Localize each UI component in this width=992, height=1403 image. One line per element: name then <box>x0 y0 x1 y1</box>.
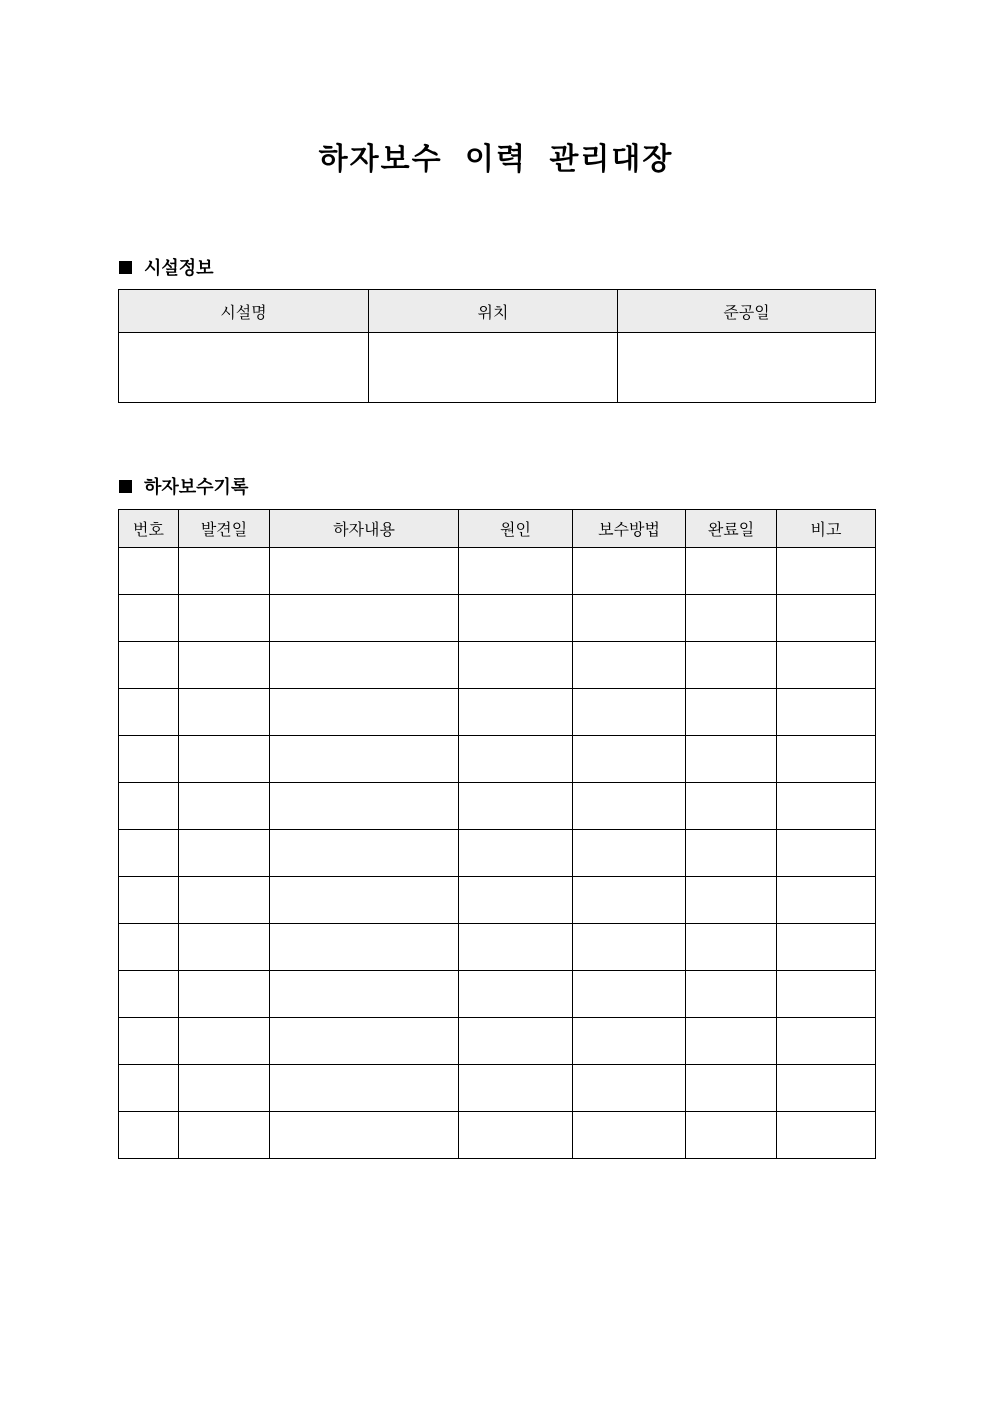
repair-found-date-cell[interactable] <box>179 689 270 736</box>
table-row <box>119 971 876 1018</box>
repair-defect-content-cell[interactable] <box>270 1065 459 1112</box>
repair-remarks-cell[interactable] <box>777 548 876 595</box>
repair-cause-cell[interactable] <box>459 1018 573 1065</box>
repair-found-date-cell[interactable] <box>179 1018 270 1065</box>
repair-remarks-cell[interactable] <box>777 924 876 971</box>
repair-cause-cell[interactable] <box>459 736 573 783</box>
repair-number-cell[interactable] <box>119 1065 179 1112</box>
repair-defect-content-cell[interactable] <box>270 1112 459 1159</box>
repair-col-number: 번호 <box>119 510 179 548</box>
repair-section-title: 하자보수기록 <box>144 477 249 498</box>
repair-cause-cell[interactable] <box>459 830 573 877</box>
repair-completion-date-cell[interactable] <box>686 548 777 595</box>
repair-repair-method-cell[interactable] <box>573 830 686 877</box>
repair-defect-content-cell[interactable] <box>270 877 459 924</box>
repair-repair-method-cell[interactable] <box>573 971 686 1018</box>
repair-repair-method-cell[interactable] <box>573 642 686 689</box>
repair-number-cell[interactable] <box>119 548 179 595</box>
repair-repair-method-cell[interactable] <box>573 1112 686 1159</box>
facility-section-heading <box>119 254 214 280</box>
square-bullet-icon <box>119 480 132 493</box>
repair-found-date-cell[interactable] <box>179 642 270 689</box>
repair-cause-cell[interactable] <box>459 877 573 924</box>
repair-defect-content-cell[interactable] <box>270 736 459 783</box>
repair-defect-content-cell[interactable] <box>270 689 459 736</box>
repair-found-date-cell[interactable] <box>179 595 270 642</box>
repair-completion-date-cell[interactable] <box>686 830 777 877</box>
facility-completion-date-cell[interactable] <box>618 333 876 403</box>
repair-completion-date-cell[interactable] <box>686 971 777 1018</box>
table-row <box>119 924 876 971</box>
repair-found-date-cell[interactable] <box>179 924 270 971</box>
repair-cause-cell[interactable] <box>459 689 573 736</box>
facility-col-completion-date: 준공일 <box>618 290 876 333</box>
repair-number-cell[interactable] <box>119 642 179 689</box>
table-row <box>119 595 876 642</box>
table-row <box>119 736 876 783</box>
repair-completion-date-cell[interactable] <box>686 736 777 783</box>
table-row <box>119 877 876 924</box>
repair-completion-date-cell[interactable] <box>686 1112 777 1159</box>
repair-col-defect-content: 하자내용 <box>270 510 459 548</box>
repair-cause-cell[interactable] <box>459 1065 573 1112</box>
repair-found-date-cell[interactable] <box>179 783 270 830</box>
repair-remarks-cell[interactable] <box>777 595 876 642</box>
repair-cause-cell[interactable] <box>459 924 573 971</box>
repair-completion-date-cell[interactable] <box>686 689 777 736</box>
repair-remarks-cell[interactable] <box>777 1018 876 1065</box>
repair-number-cell[interactable] <box>119 877 179 924</box>
repair-defect-content-cell[interactable] <box>270 595 459 642</box>
repair-found-date-cell[interactable] <box>179 736 270 783</box>
facility-name-cell[interactable] <box>119 333 369 403</box>
repair-completion-date-cell[interactable] <box>686 595 777 642</box>
table-row <box>119 689 876 736</box>
table-row <box>119 1018 876 1065</box>
repair-defect-content-cell[interactable] <box>270 783 459 830</box>
square-bullet-icon <box>119 261 132 274</box>
table-row <box>119 1065 876 1112</box>
repair-cause-cell[interactable] <box>459 783 573 830</box>
facility-info-table <box>118 289 876 403</box>
facility-col-name: 시설명 <box>119 290 369 333</box>
document-title: 하자보수 이력 관리대장 <box>318 142 674 177</box>
repair-found-date-cell[interactable] <box>179 971 270 1018</box>
repair-cause-cell[interactable] <box>459 548 573 595</box>
repair-repair-method-cell[interactable] <box>573 548 686 595</box>
repair-completion-date-cell[interactable] <box>686 877 777 924</box>
repair-remarks-cell[interactable] <box>777 642 876 689</box>
repair-cause-cell[interactable] <box>459 971 573 1018</box>
facility-section-title: 시설정보 <box>144 258 214 279</box>
repair-number-cell[interactable] <box>119 783 179 830</box>
table-row <box>119 642 876 689</box>
table-row <box>119 548 876 595</box>
repair-col-cause: 원인 <box>459 510 573 548</box>
repair-record-table <box>118 509 876 1159</box>
repair-found-date-cell[interactable] <box>179 548 270 595</box>
repair-cause-cell[interactable] <box>459 1112 573 1159</box>
repair-repair-method-cell[interactable] <box>573 689 686 736</box>
repair-remarks-cell[interactable] <box>777 1065 876 1112</box>
repair-found-date-cell[interactable] <box>179 830 270 877</box>
repair-header-row <box>119 510 876 548</box>
facility-location-cell[interactable] <box>369 333 618 403</box>
repair-repair-method-cell[interactable] <box>573 1065 686 1112</box>
facility-header-row <box>119 290 876 333</box>
repair-completion-date-cell[interactable] <box>686 783 777 830</box>
repair-number-cell[interactable] <box>119 1018 179 1065</box>
repair-number-cell[interactable] <box>119 736 179 783</box>
repair-defect-content-cell[interactable] <box>270 642 459 689</box>
repair-completion-date-cell[interactable] <box>686 642 777 689</box>
repair-remarks-cell[interactable] <box>777 689 876 736</box>
repair-repair-method-cell[interactable] <box>573 595 686 642</box>
repair-repair-method-cell[interactable] <box>573 736 686 783</box>
repair-number-cell[interactable] <box>119 595 179 642</box>
repair-completion-date-cell[interactable] <box>686 924 777 971</box>
repair-defect-content-cell[interactable] <box>270 548 459 595</box>
repair-found-date-cell[interactable] <box>179 1112 270 1159</box>
repair-defect-content-cell[interactable] <box>270 924 459 971</box>
repair-repair-method-cell[interactable] <box>573 924 686 971</box>
repair-found-date-cell[interactable] <box>179 1065 270 1112</box>
repair-remarks-cell[interactable] <box>777 830 876 877</box>
repair-completion-date-cell[interactable] <box>686 1018 777 1065</box>
repair-table-body <box>119 548 876 1159</box>
table-row <box>119 1112 876 1159</box>
repair-remarks-cell[interactable] <box>777 1112 876 1159</box>
repair-number-cell[interactable] <box>119 689 179 736</box>
repair-repair-method-cell[interactable] <box>573 1018 686 1065</box>
repair-repair-method-cell[interactable] <box>573 877 686 924</box>
repair-col-repair-method: 보수방법 <box>573 510 686 548</box>
repair-found-date-cell[interactable] <box>179 877 270 924</box>
repair-defect-content-cell[interactable] <box>270 1018 459 1065</box>
repair-number-cell[interactable] <box>119 971 179 1018</box>
repair-remarks-cell[interactable] <box>777 736 876 783</box>
repair-cause-cell[interactable] <box>459 642 573 689</box>
repair-repair-method-cell[interactable] <box>573 783 686 830</box>
repair-remarks-cell[interactable] <box>777 877 876 924</box>
repair-col-found-date: 발견일 <box>179 510 270 548</box>
repair-number-cell[interactable] <box>119 924 179 971</box>
repair-defect-content-cell[interactable] <box>270 830 459 877</box>
repair-remarks-cell[interactable] <box>777 783 876 830</box>
facility-col-location: 위치 <box>369 290 618 333</box>
repair-cause-cell[interactable] <box>459 595 573 642</box>
repair-col-remarks: 비고 <box>777 510 876 548</box>
repair-completion-date-cell[interactable] <box>686 1065 777 1112</box>
table-row <box>119 783 876 830</box>
facility-row <box>119 333 876 403</box>
repair-section-heading <box>119 473 248 499</box>
repair-number-cell[interactable] <box>119 1112 179 1159</box>
table-row <box>119 830 876 877</box>
repair-col-completion-date: 완료일 <box>686 510 777 548</box>
repair-defect-content-cell[interactable] <box>270 971 459 1018</box>
repair-number-cell[interactable] <box>119 830 179 877</box>
repair-remarks-cell[interactable] <box>777 971 876 1018</box>
